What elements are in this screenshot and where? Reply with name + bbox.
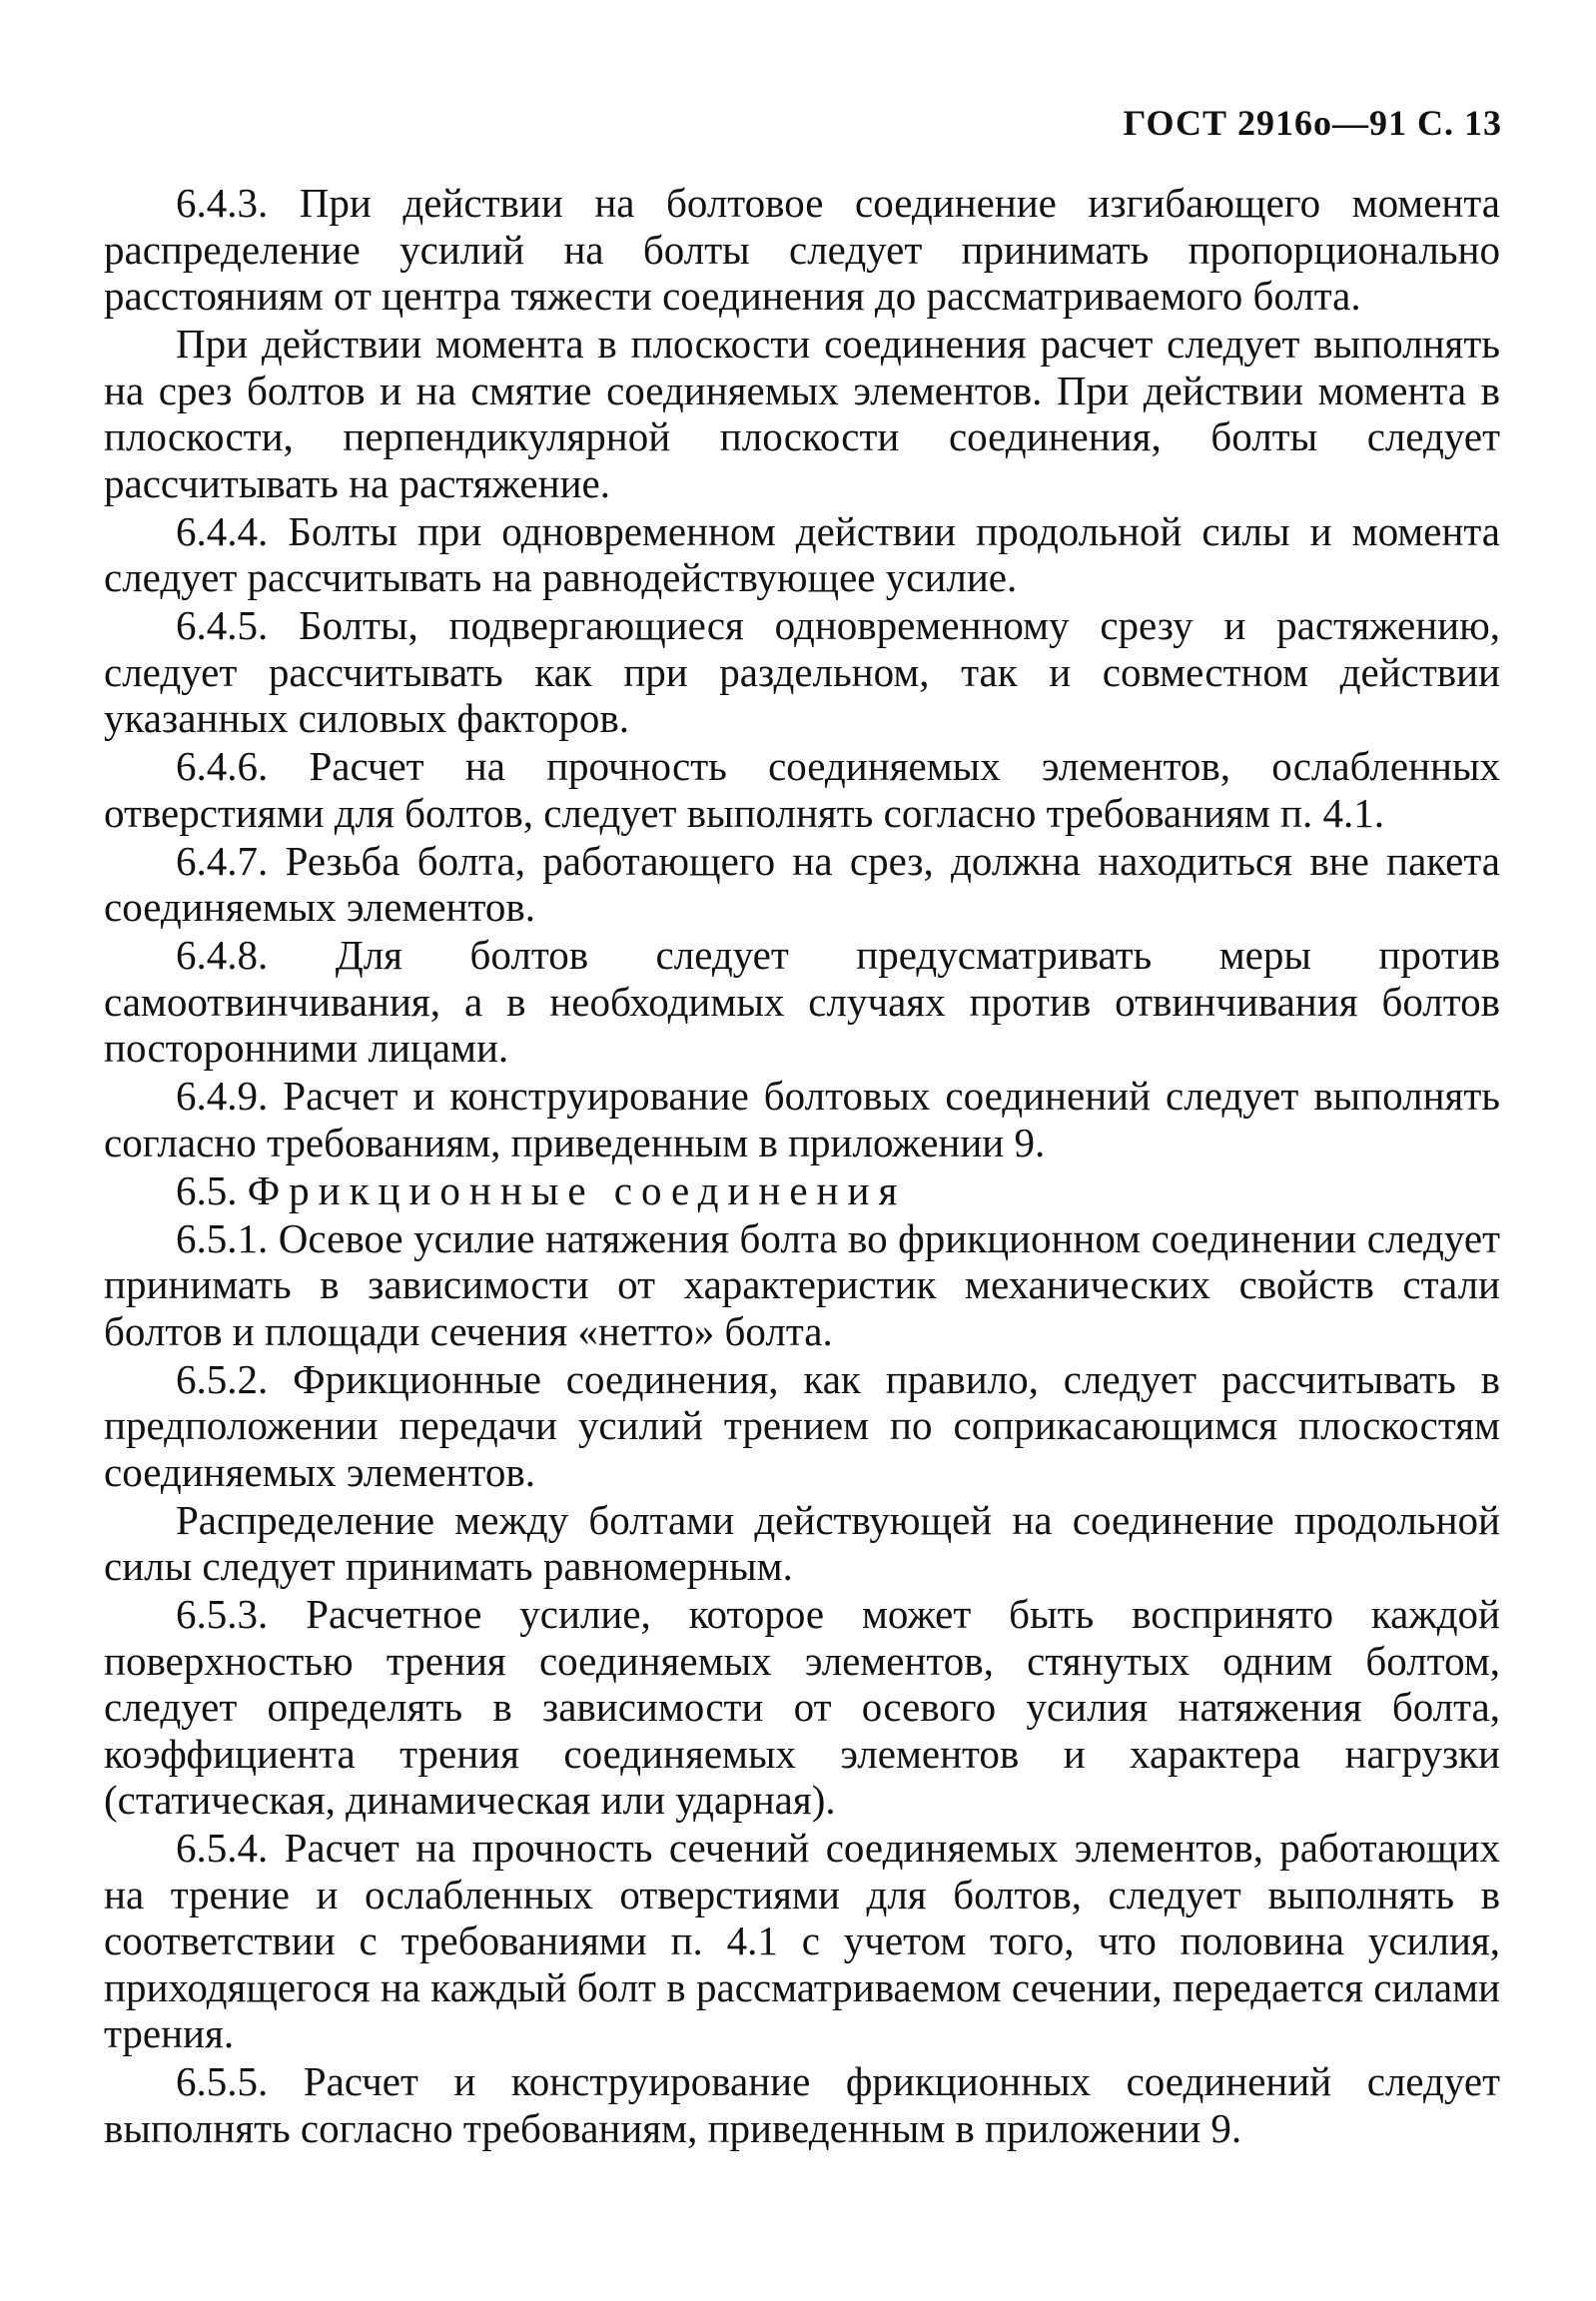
paragraph-6-4-9: 6.4.9. Расчет и конструирование болтовых соединений следует выполнять согласно требованиям, приведенным в приложении 9. xyxy=(104,1073,1500,1165)
paragraph-6-4-8: 6.4.8. Для болтов следует предусматривать меры против самоотвинчивания, а в необходимых случаях против отвинчивания болтов посторонними лицами. xyxy=(104,932,1500,1071)
paragraph-6-4-7: 6.4.7. Резьба болта, работающего на срез, должна находиться вне пакета соединяемых элементов. xyxy=(104,837,1500,930)
paragraph-6-5-2: 6.5.2. Фрикционные соединения, как правило, следует рассчитывать в предположении передачи усилий трением по соприкасающимся плоскостям соединяемых элементов. xyxy=(104,1355,1500,1495)
section-heading-6-5 xyxy=(104,1167,1500,1214)
paragraph-6-5-2-cont: Распределение между болтами действующей на соединение продольной силы следует принимать равномерным. xyxy=(104,1496,1500,1589)
document-body xyxy=(104,180,1500,2153)
paragraph-6-4-3-cont: При действии момента в плоскости соединения расчет следует выполнять на срез болтов и на смятие соединяемых элементов. При действии момента в плоскости, перпендикулярной плоскости соединения, болты следует рассчитывать на растяжение. xyxy=(104,321,1500,506)
running-header: ГОСТ 2916о—91 С. 13 xyxy=(1123,103,1502,143)
paragraph-6-5-1: 6.5.1. Осевое усилие натяжения болта во фрикционном соединении следует принимать в зависимости от характеристик механических свойств стали болтов и площади сечения «нетто» болта. xyxy=(104,1214,1500,1354)
section-number: 6.5. xyxy=(176,1166,238,1213)
paragraph-6-4-3: 6.4.3. При действии на болтовое соединение изгибающего момента распределение усилий на болты следует принимать пропорционально расстояниям от центра тяжести соединения до рассматриваемого болта. xyxy=(104,180,1500,319)
paragraph-6-4-6: 6.4.6. Расчет на прочность соединяемых элементов, ослабленных отверстиями для болтов, следует выполнять согласно требованиям п. 4.1. xyxy=(104,743,1500,836)
section-title: Фрикционные соединения xyxy=(247,1166,907,1213)
paragraph-6-5-3: 6.5.3. Расчетное усилие, которое может быть воспринято каждой поверхностью трения соединяемых элементов, стянутых одним болтом, следует определять в зависимости от осевого усилия натяжения болта, коэффициента трения соединяемых элементов и характера нагрузки (статическая, динамическая или ударная). xyxy=(104,1591,1500,1823)
paragraph-6-5-5: 6.5.5. Расчет и конструирование фрикционных соединений следует выполнять согласно требованиям, приведенным в приложении 9. xyxy=(104,2058,1500,2151)
paragraph-6-5-4: 6.5.4. Расчет на прочность сечений соединяемых элементов, работающих на трение и ослабленных отверстиями для болтов, следует выполнять в соответствии с требованиями п. 4.1 с учетом того, что половина усилия, приходящегося на каждый болт в рассматриваемом сечении, передается силами трения. xyxy=(104,1825,1500,2056)
paragraph-6-4-5: 6.4.5. Болты, подвергающиеся одновременному срезу и растяжению, следует рассчитывать как при раздельном, так и совместном действии указанных силовых факторов. xyxy=(104,602,1500,741)
paragraph-6-4-4: 6.4.4. Болты при одновременном действии продольной силы и момента следует рассчитывать на равнодействующее усилие. xyxy=(104,507,1500,600)
